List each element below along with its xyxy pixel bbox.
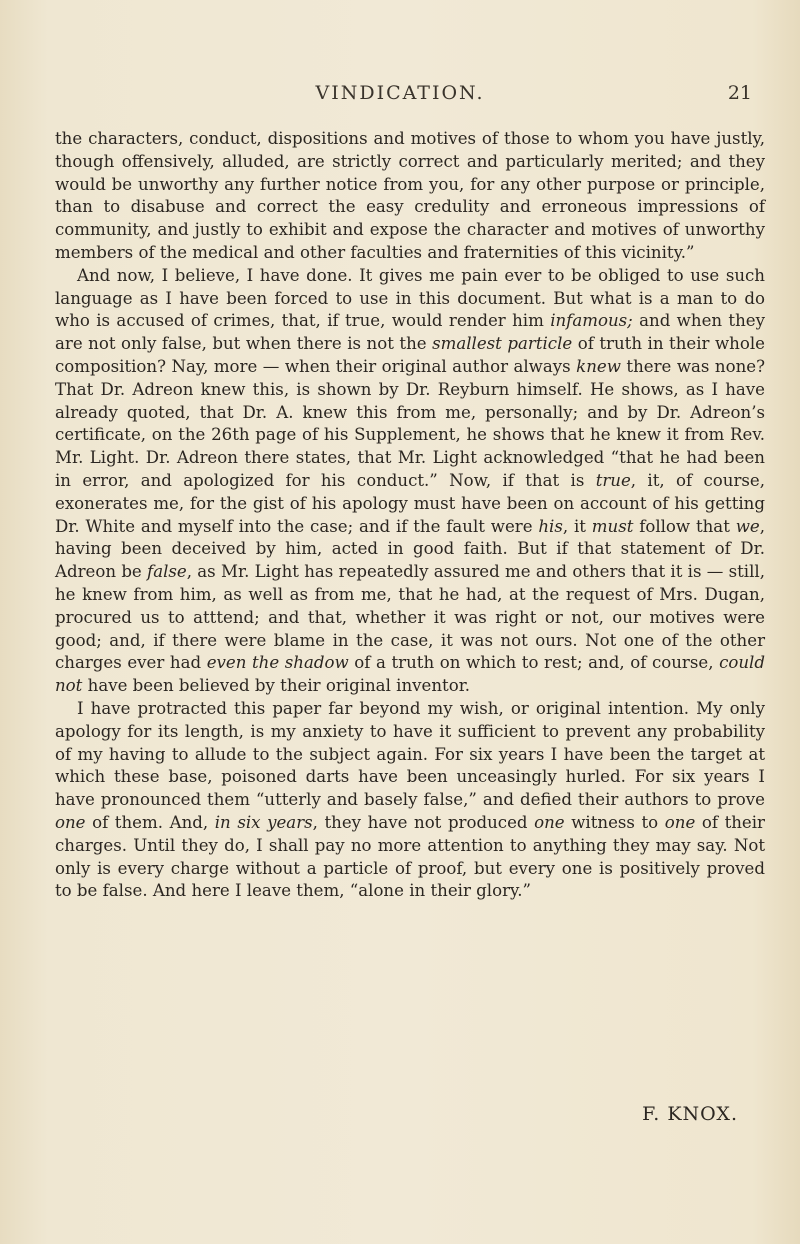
page-number: 21 bbox=[727, 82, 752, 104]
italic-run: smallest particle bbox=[432, 334, 573, 354]
italic-run: one bbox=[55, 812, 86, 832]
italic-run: in six years bbox=[214, 812, 313, 832]
text-run: , it, of course, exonerates me, for the gist of his apology must have been on account of his getting Dr. White and myself into the case; and if the fault were bbox=[55, 470, 765, 536]
italic-run: true bbox=[595, 470, 631, 490]
body-text bbox=[55, 128, 765, 903]
italic-run: one bbox=[534, 812, 565, 832]
italic-run: knew bbox=[576, 356, 621, 376]
italic-run: we bbox=[735, 516, 760, 536]
text-run: follow that bbox=[633, 516, 736, 536]
text-run: of them. And, bbox=[85, 812, 215, 832]
text-run: , they have not produced bbox=[312, 812, 535, 832]
text-run: And now, I believe, I have done. It gives me pain ever to be obliged to use such language as I have been forced to use in this document. But what is a man to do who is accused of crimes, that, if true, would render him bbox=[55, 265, 765, 331]
text-run: , having been deceived by him, acted in good faith. But if that statement of Dr. Adreon be bbox=[55, 516, 765, 582]
text-run: I have protracted this paper far beyond my wish, or original intention. My only apology for its length, is my anxiety to have it sufficient to prevent any probability of my having to allude to the subject again. For six years I have been the target at which these base, poisoned darts have been unceasingly hurled. For six years I have pronounced them “utterly and basely false,” and defied their authors to prove bbox=[55, 698, 765, 810]
text-run: there was none? That Dr. Adreon knew this, is shown by Dr. Reyburn himself. He shows, as I have already quoted, that Dr. A. knew this from me, personally; and by Dr. Adreon’s certificate, on the 26th page of his Supplement, he shows that he knew it from Rev. Mr. Light. Dr. Adreon there states, that Mr. Light acknowledged “that he had been in error, and apologized for his conduct.” Now, if that is bbox=[55, 356, 765, 490]
paragraph-2 bbox=[55, 265, 765, 698]
author-signature: F. KNOX. bbox=[642, 1103, 738, 1125]
italic-run: infamous; bbox=[550, 311, 633, 331]
italic-run: one bbox=[664, 812, 696, 832]
page-header bbox=[0, 82, 800, 112]
italic-run: even the shadow bbox=[206, 653, 349, 673]
text-run: of their charges. Until they do, I shall pay no more attention to anything they may say. Not only is every charge without a particle of proof, but every one is positively proved to be false. And here I leave them, “alone in their glory.” bbox=[55, 812, 765, 901]
italic-run: must bbox=[591, 516, 634, 536]
text-run: of a truth on which to rest; and, of course, bbox=[348, 653, 720, 673]
text-run: of truth in their whole composition? Nay, more — when their original author always bbox=[55, 334, 765, 376]
paragraph-1 bbox=[55, 128, 765, 265]
text-run: the characters, conduct, dispositions and motives of those to whom you have justly, though offensively, alluded, are strictly correct and particularly merited; and they would be unworthy any further notice from you, for any other purpose or principle, than to disabuse and correct the easy credulity and erroneous impressions of community, and justly to exhibit and expose the character and motives of unworthy members of the medical and other faculties and fraternities of this vicinity.” bbox=[55, 129, 765, 262]
text-run: have been believed by their original inventor. bbox=[82, 676, 471, 696]
text-run: witness to bbox=[564, 812, 665, 832]
text-run: and when they are not only false, but when there is not the bbox=[55, 311, 765, 354]
italic-run: could not bbox=[55, 653, 765, 696]
text-run: , it bbox=[562, 516, 592, 536]
italic-run: his bbox=[538, 516, 563, 536]
text-run: , as Mr. Light has repeatedly assured me and others that it is — still, he knew from him, as well as from me, that he had, at the request of Mrs. Dugan, procured us to atttend; and that, whether it was right or not, our motives were good; and, if there were blame in the case, it was not ours. Not one of the other charges ever had bbox=[55, 562, 766, 673]
italic-run: false bbox=[147, 562, 187, 582]
running-head: VINDICATION. bbox=[315, 82, 485, 104]
paragraph-3 bbox=[55, 698, 765, 903]
